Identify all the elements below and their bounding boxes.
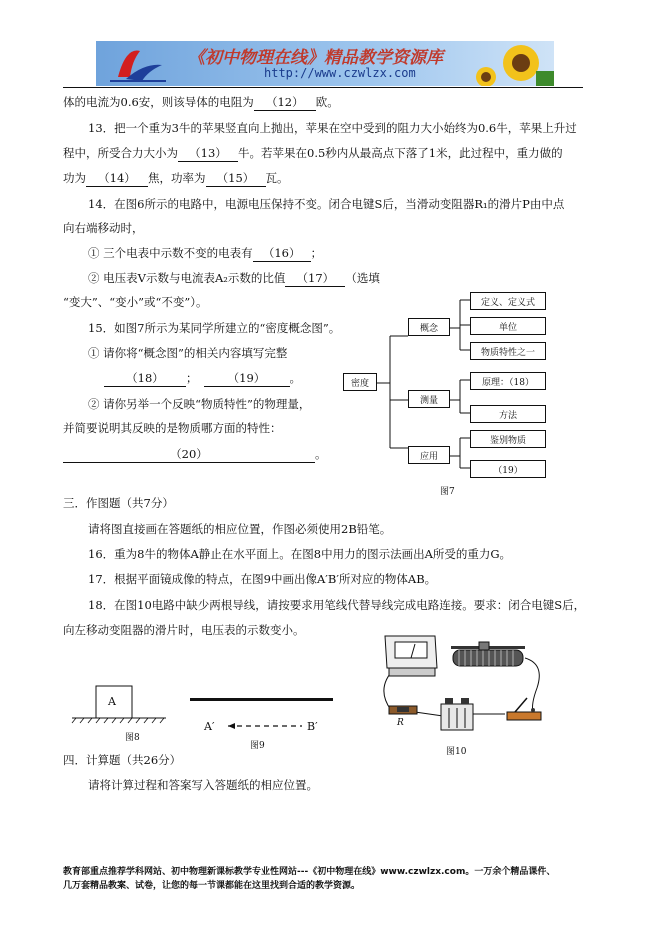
q14-sub-2 — [88, 270, 380, 287]
q16-text: 16．重为8牛的物体A静止在水平面上。在图8中用力的图示法画出A所受的重力G。 — [88, 547, 512, 561]
q18-line-1: 18．在图10电路中缺少两根导线，请按要求用笔线代替导线完成电路连接。要求：闭合电键S后， — [88, 598, 586, 612]
footer-line-1: 教育部重点推荐学科网站、初中物理新课标教学专业性网站---《初中物理在线》www.czwlzx.com。一万余个精品课件、 — [63, 867, 556, 877]
concept-node-measure: 测量 — [408, 390, 450, 408]
q12-text: 体的电流为0.6安，则该导体的电阻为 — [63, 95, 254, 109]
fig8-caption: 图8 — [125, 733, 140, 743]
fig8-drawing — [70, 684, 170, 724]
q13-line-1: 13．把一个重为3牛的苹果竖直向上抛出，苹果在空中受到的阻力大小始终为0.6牛，苹果上升过 — [88, 121, 577, 135]
concept-leaf-unit: 单位 — [470, 317, 546, 335]
q18-line-2: 向左移动变阻器的滑片时，电压表的示数变小。 — [63, 623, 305, 637]
concept-leaf-method: 方法 — [470, 405, 546, 423]
q14-sub2-text: ② 电压表V示数与电流表A₂示数的比值 — [88, 271, 286, 285]
fig8-block-label: A — [108, 695, 116, 708]
concept-node-concept: 概念 — [408, 318, 450, 336]
q14-sub2-end: （选填 — [345, 271, 380, 285]
section-4-title: 四．计算题（共26分） — [63, 753, 182, 767]
q14-sub1-text: ① 三个电表中示数不变的电表有 — [88, 246, 253, 260]
q13-line-3 — [63, 170, 289, 187]
blank-20: （20） — [63, 446, 315, 463]
q15-sep: ； — [186, 371, 198, 385]
concept-leaf-property: 物质特性之一 — [470, 342, 546, 360]
fig10-resistor-label: R — [397, 718, 404, 728]
blank-17: （17） — [285, 270, 345, 287]
q13-text-e: 瓦。 — [265, 171, 289, 185]
fig9-caption: 图9 — [250, 741, 265, 751]
concept-leaf-19: （19） — [470, 460, 546, 478]
blank-19: （19） — [204, 370, 290, 387]
blank-12: （12） — [254, 94, 316, 111]
fig7-caption: 图7 — [440, 487, 455, 497]
q13-text-d: 焦，功率为 — [148, 171, 206, 185]
header-banner — [96, 41, 554, 86]
header-rule — [63, 87, 583, 88]
section-3-title: 三．作图题（共7分） — [63, 496, 174, 510]
q15-line-1: 15．如图7所示为某同学所建立的“密度概念图”。 — [88, 321, 341, 335]
q12-line — [63, 94, 339, 111]
q13-text-a: 程中，所受合力大小为 — [63, 146, 178, 160]
concept-node-apply: 应用 — [408, 446, 450, 464]
q15-sub-2-blank-line — [63, 446, 327, 463]
blank-16: （16） — [253, 245, 311, 262]
fig10-caption: 图10 — [446, 747, 467, 757]
q12-end: 欧。 — [315, 95, 339, 109]
concept-leaf-definition: 定义、定义式 — [470, 292, 546, 310]
concept-leaf-principle: 原理：（18） — [470, 372, 546, 390]
q17-text: 17．根据平面镜成像的特点，在图9中画出像A′B′所对应的物体AB。 — [88, 572, 437, 586]
q15-sub2-end: 。 — [315, 447, 327, 461]
q15-sub1-end: 。 — [289, 371, 301, 385]
blank-18: （18） — [104, 370, 186, 387]
mirror — [190, 698, 333, 701]
q13-text-b: 牛。若苹果在0.5秒内从最高点下落了1米，此过程中，重力做的 — [238, 146, 563, 160]
battery-icon — [441, 698, 473, 730]
q15-sub-2-cont: 并简要说明其反映的是物质哪方面的特性： — [63, 421, 282, 435]
q13-text-c: 功为 — [63, 171, 86, 185]
footer-line-2: 几万套精品教案、试卷，让您的每一节课都能在这里找到合适的教学资源。 — [63, 881, 361, 891]
q15-sub-1: ① 请你将“概念图”的相关内容填写完整 — [88, 346, 288, 360]
banner-url[interactable]: http://www.czwlzx.com — [264, 66, 416, 80]
blank-15: （15） — [206, 170, 266, 187]
q15-sub-2: ② 请你另举一个反映“物质特性”的物理量， — [88, 397, 311, 411]
q15-sub-1-blanks — [104, 370, 301, 387]
q14-sub1-end: ； — [310, 246, 323, 260]
blank-13: （13） — [178, 145, 238, 162]
concept-root-density: 密度 — [343, 373, 377, 391]
fig9-label-a: A′ — [204, 720, 215, 733]
section-3-note: 请将图直接画在答题纸的相应位置，作图必须使用2B铅笔。 — [88, 522, 392, 536]
q13-line-2 — [63, 145, 563, 162]
q14-sub-2-cont: “变大”、“变小”或“不变”）。 — [63, 295, 208, 309]
blank-14: （14） — [86, 170, 148, 187]
resistor-icon — [389, 706, 417, 714]
q14-sub-1 — [88, 245, 322, 262]
q14-line-2: 向右端移动时， — [63, 221, 144, 235]
q14-line-1: 14．在图6所示的电路中，电源电压保持不变。闭合电键S后，当滑动变阻器R₁的滑片P由中点 — [88, 197, 565, 211]
banner-title: 《初中物理在线》精品教学资源库 — [188, 48, 443, 68]
rheostat-icon — [451, 642, 525, 666]
switch-icon — [507, 698, 541, 720]
section-4-note: 请将计算过程和答案写入答题纸的相应位置。 — [88, 778, 318, 792]
concept-leaf-identify: 鉴别物质 — [470, 430, 546, 448]
voltmeter-icon — [385, 636, 437, 676]
fig9-label-b: B′ — [307, 720, 318, 733]
page-footer — [63, 865, 623, 893]
